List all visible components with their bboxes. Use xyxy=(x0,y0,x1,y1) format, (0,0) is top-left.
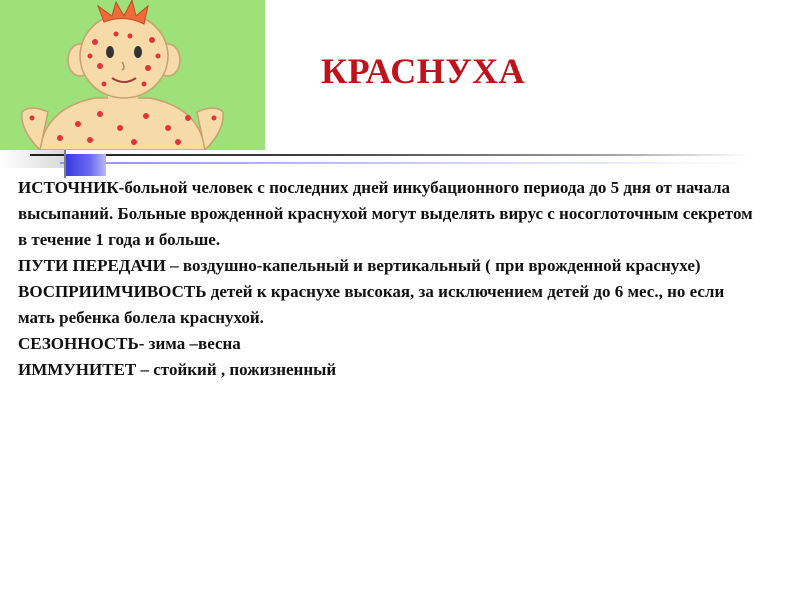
divider-blue-block xyxy=(66,154,106,176)
text-source: -больной человек с последних дней инкубационного периода до 5 дня от начала высыпаний. Больные врожденной краснухой могут выделять вирус с носоглоточным секретом в течение 1 года и больше. xyxy=(18,178,753,249)
paragraph-susceptibility xyxy=(18,279,758,331)
divider-vertical-line xyxy=(64,150,66,178)
term-source: ИСТОЧНИК xyxy=(18,178,119,197)
slide-title: КРАСНУХА xyxy=(321,51,526,91)
term-immunity: ИММУНИТЕТ xyxy=(18,360,137,379)
term-seasonality: СЕЗОННОСТЬ xyxy=(18,334,139,353)
paragraph-seasonality xyxy=(18,331,758,357)
divider-dark-line xyxy=(30,154,750,156)
text-immunity: – стойкий , пожизненный xyxy=(136,360,337,379)
paragraph-transmission xyxy=(18,253,758,279)
text-seasonality: - зима –весна xyxy=(138,334,241,353)
paragraph-immunity xyxy=(18,357,758,383)
divider-light-line xyxy=(60,162,750,164)
child-illustration xyxy=(0,0,265,150)
child-with-rash-icon xyxy=(0,0,265,150)
slide-content xyxy=(18,175,758,383)
paragraph-source xyxy=(18,175,758,253)
text-transmission: – воздушно-капельный и вертикальный ( при врожденной краснухе) xyxy=(165,256,701,275)
divider-grey-block xyxy=(0,150,66,168)
term-transmission: ПУТИ ПЕРЕДАЧИ xyxy=(18,256,166,275)
term-susceptibility: ВОСПРИИМЧИВОСТЬ xyxy=(18,282,207,301)
text-susceptibility: детей к краснухе высокая, за исключением детей до 6 мес., но если мать ребенка болела краснухой. xyxy=(18,282,725,327)
